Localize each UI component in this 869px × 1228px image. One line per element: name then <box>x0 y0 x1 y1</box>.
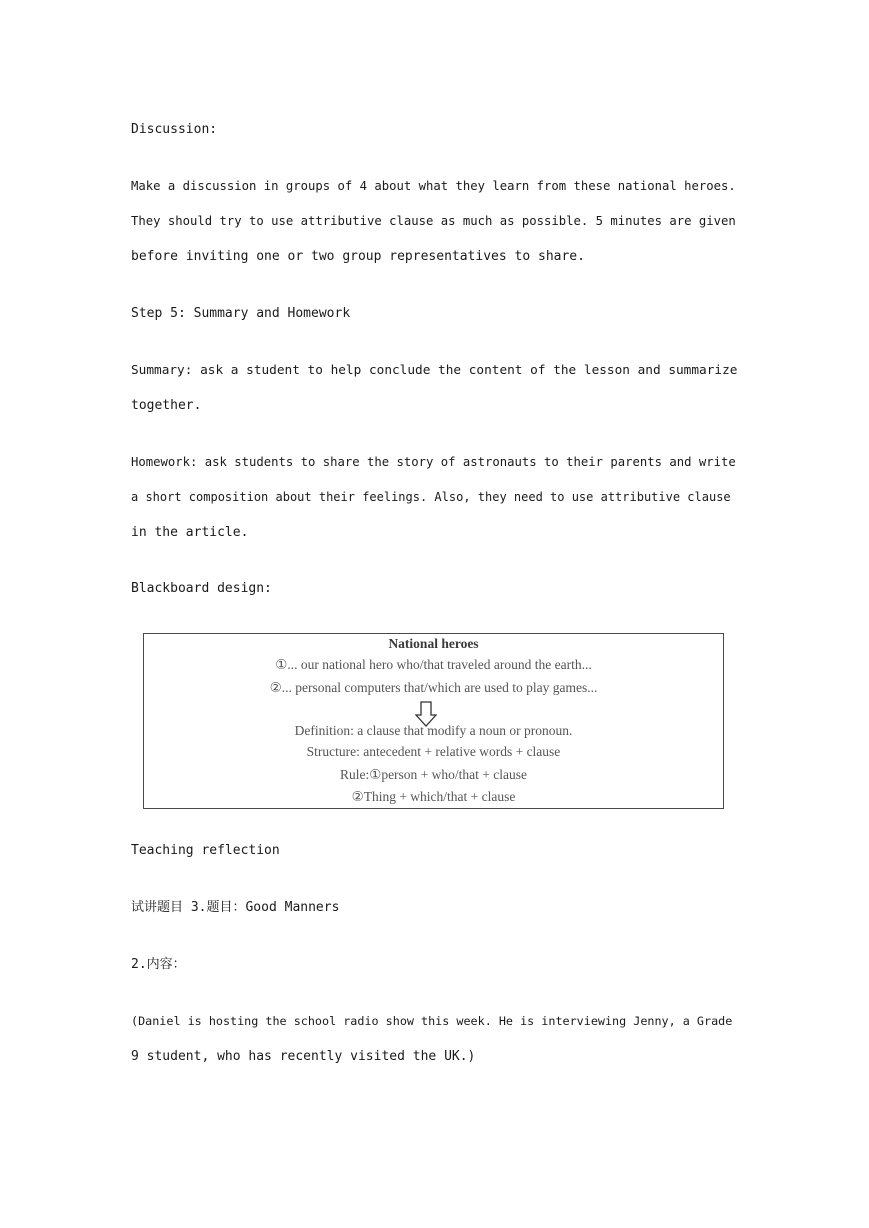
dialogue-line-1: (Daniel is hosting the school radio show this week. He is interviewing Jenny, a Grade <box>131 1014 733 1028</box>
discussion-line-2: They should try to use attributive clause as much as possible. 5 minutes are given <box>131 214 736 228</box>
reflection-heading: Teaching reflection <box>131 843 280 858</box>
blackboard-definition: Definition: a clause that modify a noun or pronoun. <box>294 723 573 738</box>
content-heading: 2.内容： <box>131 957 186 972</box>
homework-line-3: in the article. <box>131 525 249 540</box>
discussion-line-1: Make a discussion in groups of 4 about what they learn from these national heroes. <box>131 179 736 193</box>
blackboard-title: National heroes <box>388 636 479 651</box>
homework-line-1: Homework: ask students to share the story of astronauts to their parents and write <box>131 455 736 469</box>
blackboard-rule-1: Rule:①person + who/that + clause <box>339 767 528 782</box>
summary-line-2: together. <box>131 398 202 413</box>
blackboard-example-1: ①... our national hero who/that traveled around the earth... <box>275 657 592 672</box>
blackboard-structure: Structure: antecedent + relative words + clause <box>306 744 561 759</box>
step5-heading: Step 5: Summary and Homework <box>131 306 351 321</box>
discussion-line-3: before inviting one or two group representatives to share. <box>131 249 585 264</box>
summary-line-1: Summary: ask a student to help conclude the content of the lesson and summarize <box>131 363 738 378</box>
discussion-heading: Discussion: <box>131 122 218 137</box>
dialogue-line-2: 9 student, who has recently visited the UK.) <box>131 1049 476 1064</box>
blackboard-rule-2: ②Thing + which/that + clause <box>351 789 516 804</box>
homework-line-2: a short composition about their feelings. Also, they need to use attributive clause <box>131 490 731 504</box>
topic-heading: 试讲题目 3.题目：Good Manners <box>131 900 340 915</box>
blackboard-example-2: ②... personal computers that/which are used to play games... <box>269 680 598 695</box>
blackboard-design-figure <box>143 633 724 809</box>
blackboard-heading: Blackboard design: <box>131 581 272 596</box>
